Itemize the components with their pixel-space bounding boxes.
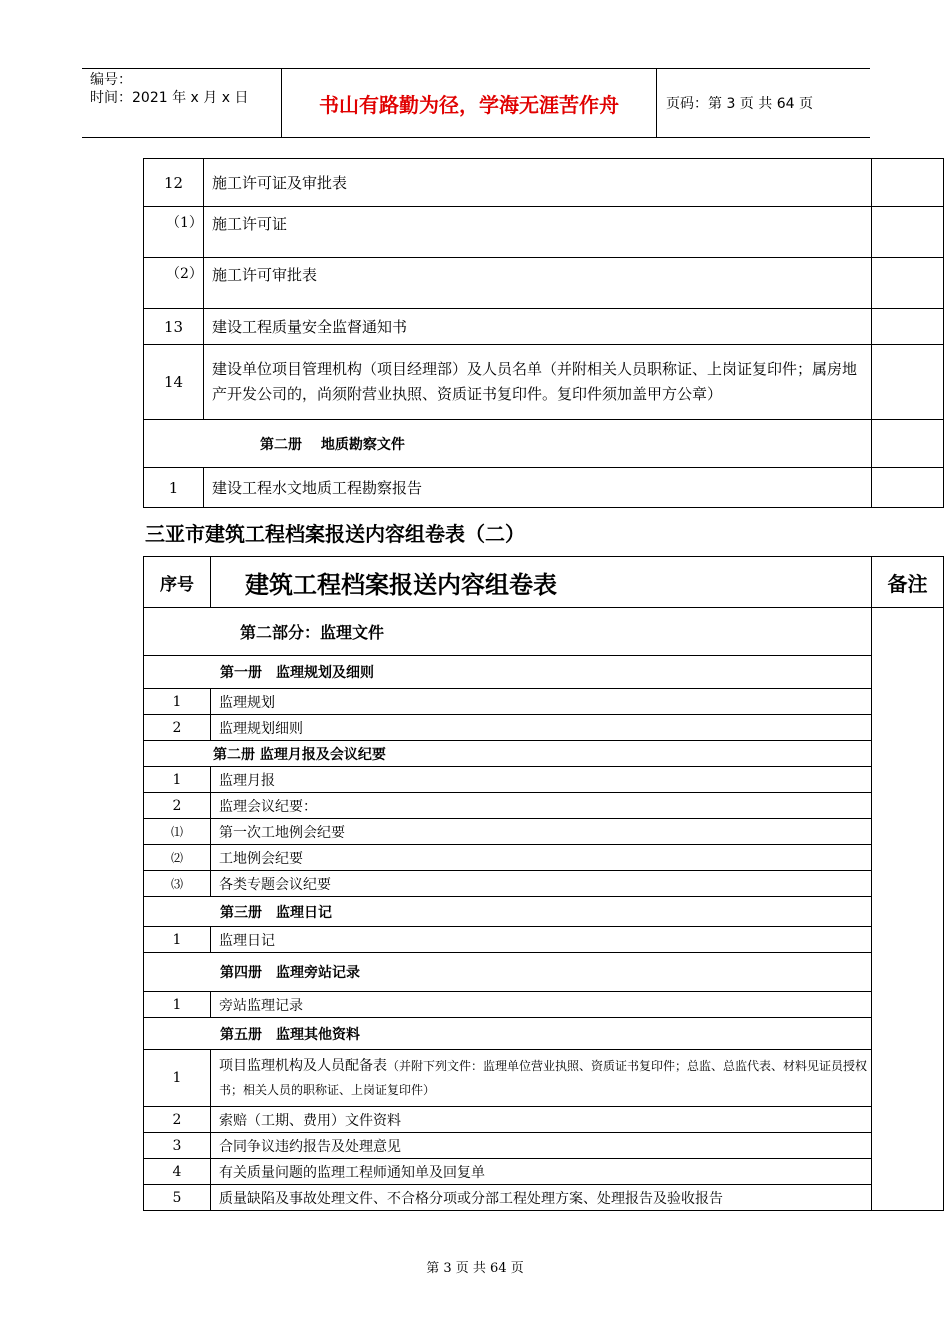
note-cell	[872, 345, 944, 420]
time-label: 时间：2021 年 x 月 x 日	[90, 90, 249, 106]
table-row	[144, 845, 944, 871]
table-row	[144, 1185, 944, 1211]
row-text-main: 项目监理机构及人员配备表	[219, 1058, 387, 1074]
table-row	[144, 258, 944, 309]
row-number: （2）	[144, 258, 204, 309]
row-text: 监理规划细则	[211, 715, 872, 741]
row-number: ⑵	[144, 845, 211, 871]
row-number: 3	[144, 1133, 211, 1159]
table-row	[144, 309, 944, 345]
row-number: 1	[144, 1050, 211, 1107]
header-page-info: 页码：第 3 页 共 64 页	[666, 96, 813, 112]
row-text: 施工许可审批表	[204, 258, 872, 309]
row-number: 4	[144, 1159, 211, 1185]
row-number: 12	[144, 159, 204, 207]
table-row	[144, 1107, 944, 1133]
table-row	[144, 871, 944, 897]
note-cell	[872, 468, 944, 508]
section-title: 第五册 监理其他资料	[144, 1018, 872, 1050]
note-cell	[872, 258, 944, 309]
table-continued	[143, 158, 944, 508]
table-row	[144, 715, 944, 741]
table-row	[144, 793, 944, 819]
row-number: 5	[144, 1185, 211, 1211]
document-title: 三亚市建筑工程档案报送内容组卷表（二）	[145, 522, 525, 546]
row-text: 工地例会纪要	[211, 845, 872, 871]
section-title: 第二册 监理月报及会议纪要	[144, 741, 872, 767]
row-number: 1	[144, 927, 211, 953]
table-row	[144, 468, 944, 508]
table-row	[144, 1159, 944, 1185]
section-row	[144, 741, 944, 767]
header-motto: 书山有路勤为径，学海无涯苦作舟	[282, 69, 657, 137]
section-title: 第四册 监理旁站记录	[144, 953, 872, 992]
row-number: 1	[144, 689, 211, 715]
row-text: 监理规划	[211, 689, 872, 715]
row-text: 索赔（工期、费用）文件资料	[211, 1107, 872, 1133]
row-text: 监理会议纪要：	[211, 793, 872, 819]
row-number: ⑶	[144, 871, 211, 897]
row-number: ⑴	[144, 819, 211, 845]
note-cell	[872, 309, 944, 345]
row-text: 监理月报	[211, 767, 872, 793]
row-text-note: （并附下列文件：监理单位营业执照、资质证书复印件；总监、总监代表、材料见证员授权书；相关人员的职称证、上岗证复印件）	[219, 1059, 868, 1097]
table-supervision	[143, 556, 944, 1211]
row-number: 2	[144, 715, 211, 741]
note-cell	[872, 159, 944, 207]
row-number: 14	[144, 345, 204, 420]
row-number: 13	[144, 309, 204, 345]
note-cell	[872, 207, 944, 258]
row-text: 施工许可证	[204, 207, 872, 258]
page-footer: 第 3 页 共 64 页	[426, 1261, 524, 1276]
table-row	[144, 927, 944, 953]
section-title: 第三册 监理日记	[144, 897, 872, 927]
section-row	[144, 656, 944, 689]
table-row	[144, 767, 944, 793]
number-label: 编号：	[90, 72, 132, 88]
row-number: 1	[144, 468, 204, 508]
row-text: 建设工程水文地质工程勘察报告	[204, 468, 872, 508]
table-row	[144, 1050, 944, 1107]
section-row	[144, 1018, 944, 1050]
row-text: 监理日记	[211, 927, 872, 953]
row-text: 有关质量问题的监理工程师通知单及回复单	[211, 1159, 872, 1185]
part-row	[144, 608, 944, 656]
header-title: 建筑工程档案报送内容组卷表	[211, 557, 872, 608]
row-number: 2	[144, 1107, 211, 1133]
row-text: 施工许可证及审批表	[204, 159, 872, 207]
section-row	[144, 953, 944, 992]
row-text: 质量缺陷及事故处理文件、不合格分项或分部工程处理方案、处理报告及验收报告	[211, 1185, 872, 1211]
row-text: 合同争议违约报告及处理意见	[211, 1133, 872, 1159]
header-note: 备注	[872, 557, 944, 608]
table-row	[144, 345, 944, 420]
row-text: 建设工程质量安全监督通知书	[204, 309, 872, 345]
header-number: 序号	[144, 557, 211, 608]
note-column	[872, 608, 944, 1211]
row-text: 旁站监理记录	[211, 992, 872, 1018]
section-row	[144, 420, 944, 468]
row-text: 建设单位项目管理机构（项目经理部）及人员名单（并附相关人员职称证、上岗证复印件；属房地产开发公司的，尚须附营业执照、资质证书复印件。复印件须加盖甲方公章）	[204, 345, 872, 420]
table-row	[144, 207, 944, 258]
part-title: 第二部分：监理文件	[144, 608, 872, 656]
header-meta	[82, 69, 282, 137]
row-number: 2	[144, 793, 211, 819]
table-row	[144, 819, 944, 845]
table-row	[144, 1133, 944, 1159]
row-text: 第一次工地例会纪要	[211, 819, 872, 845]
table-row	[144, 992, 944, 1018]
row-number: 1	[144, 992, 211, 1018]
section-row	[144, 897, 944, 927]
table-header-row	[144, 557, 944, 608]
row-text	[211, 1050, 872, 1107]
row-number: （1）	[144, 207, 204, 258]
page-header	[82, 68, 870, 138]
note-cell	[872, 420, 944, 468]
table-row	[144, 689, 944, 715]
section-title: 第二册 地质勘察文件	[144, 420, 872, 468]
section-title: 第一册 监理规划及细则	[144, 656, 872, 689]
row-number: 1	[144, 767, 211, 793]
table-row	[144, 159, 944, 207]
row-text: 各类专题会议纪要	[211, 871, 872, 897]
